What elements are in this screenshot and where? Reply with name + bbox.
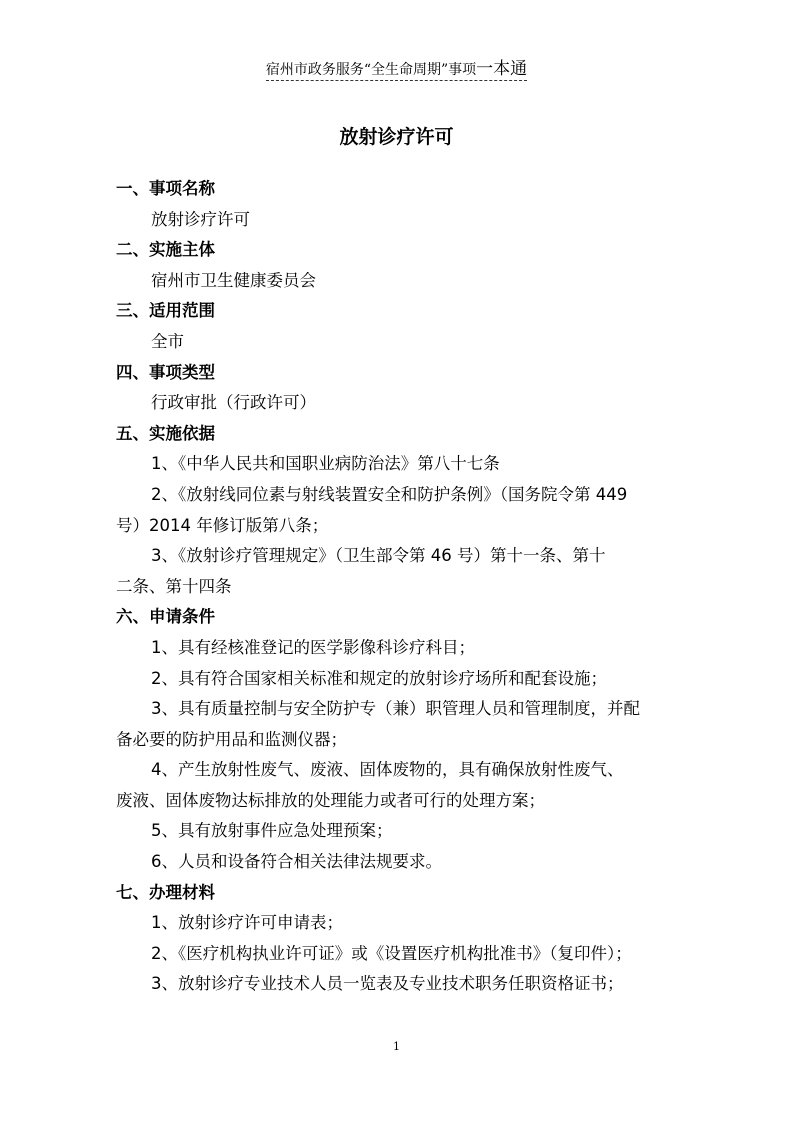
- paragraph: [116, 694, 678, 755]
- paragraph: [116, 908, 678, 939]
- page-header: [0, 60, 793, 81]
- paragraph-line: 3、具有质量控制与安全防护专（兼）职管理人员和管理制度，并配: [151, 699, 640, 719]
- header-text: 宿州市政务服务“全生命周期”事项: [265, 62, 477, 78]
- paragraph: [116, 480, 678, 541]
- header-text-large: 一本通: [476, 59, 528, 79]
- paragraph: [116, 205, 678, 236]
- section-heading: 五、实施依据: [116, 423, 215, 443]
- paragraph-line: 3、放射诊疗专业技术人员一览表及专业技术职务任职资格证书；: [151, 974, 624, 994]
- paragraph-line: 2、具有符合国家相关标准和规定的放射诊疗场所和配套设施；: [151, 668, 607, 688]
- document-body: [116, 174, 678, 1000]
- paragraph: [116, 664, 678, 695]
- paragraph-line: 1、放射诊疗许可申请表；: [151, 913, 343, 933]
- section: [116, 358, 678, 419]
- paragraph: [116, 541, 678, 602]
- paragraph-line: 2、《医疗机构执业许可证》或《设置医疗机构批准书》（复印件）；: [151, 943, 632, 963]
- paragraph: [116, 969, 678, 1000]
- paragraph-line: 3、《放射诊疗管理规定》（卫生部令第 46 号）第十一条、第十: [151, 546, 606, 566]
- paragraph: [116, 755, 678, 816]
- paragraph: [116, 327, 678, 358]
- paragraph-line: 2、《放射线同位素与射线装置安全和防护条例》（国务院令第 449: [151, 484, 628, 504]
- section-heading: 四、事项类型: [116, 362, 215, 382]
- section-heading: 三、适用范围: [116, 301, 215, 321]
- paragraph-line: 1、《中华人民共和国职业病防治法》第八十七条: [151, 454, 500, 474]
- paragraph: [116, 388, 678, 419]
- paragraph: [116, 939, 678, 970]
- section-heading: 二、实施主体: [116, 240, 215, 260]
- section: [116, 602, 678, 877]
- section: [116, 878, 678, 1000]
- section-heading: 一、事项名称: [116, 179, 215, 198]
- paragraph-line: 宿州市卫生健康委员会: [151, 270, 316, 290]
- paragraph-line: 号）2014 年修订版第八条；: [116, 515, 329, 535]
- paragraph-line: 废液、固体废物达标排放的处理能力或者可行的处理方案；: [116, 790, 545, 810]
- page-number: 1: [393, 1040, 400, 1053]
- section: [116, 235, 678, 296]
- paragraph: [116, 816, 678, 847]
- paragraph: [116, 266, 678, 297]
- paragraph-line: 1、具有经核准登记的医学影像科诊疗科目；: [151, 637, 475, 657]
- paragraph-line: 放射诊疗许可: [151, 209, 250, 229]
- header-underline: [266, 60, 527, 81]
- paragraph: [116, 847, 678, 878]
- paragraph-line: 行政审批（行政许可）: [151, 393, 316, 413]
- section-heading: 六、申请条件: [116, 607, 215, 627]
- paragraph-line: 备必要的防护用品和监测仪器；: [116, 729, 347, 749]
- section: [116, 419, 678, 603]
- paragraph-line: 二条、第十四条: [116, 576, 232, 596]
- paragraph-line: 6、人员和设备符合相关法律法规要求。: [151, 852, 442, 872]
- section: [116, 174, 678, 235]
- document-title: 放射诊疗许可: [339, 126, 454, 148]
- section: [116, 296, 678, 357]
- paragraph: [116, 633, 678, 664]
- section-heading: 七、办理材料: [116, 882, 215, 902]
- paragraph: [116, 449, 678, 480]
- paragraph-line: 4、产生放射性废气、废液、固体废物的，具有确保放射性废气、: [151, 760, 624, 780]
- paragraph-line: 5、具有放射事件应急处理预案；: [151, 821, 393, 841]
- paragraph-line: 全市: [151, 331, 184, 351]
